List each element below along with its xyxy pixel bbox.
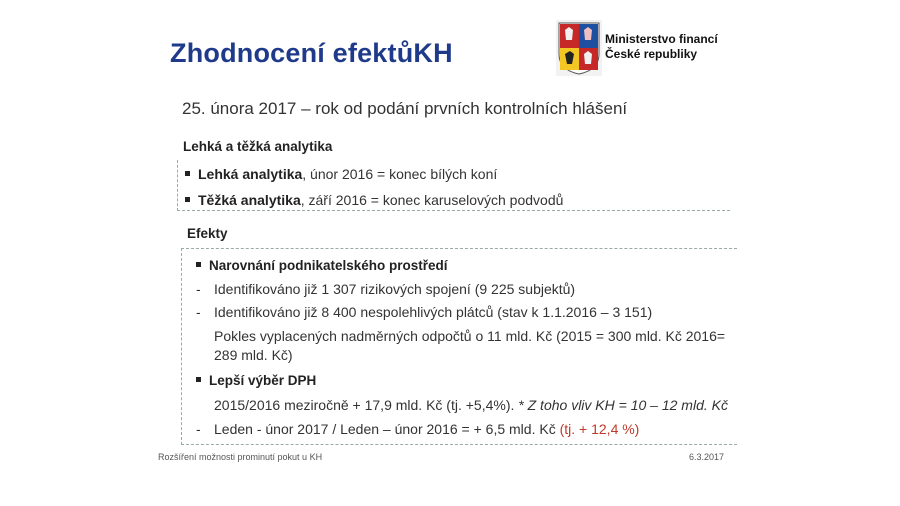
bullet-icon — [185, 197, 190, 202]
effects-dash-3 — [196, 421, 639, 437]
analytics-heading: Lehká a těžká analytika — [183, 139, 333, 154]
effects-para-2-text: 2015/2016 meziročně + 17,9 mld. Kč (tj. +5,4%). — [214, 397, 515, 413]
item-1-text: , únor 2016 = konec bílých koní — [302, 166, 498, 182]
logo-line-2: České republiky — [605, 47, 698, 61]
effects-dash-3-text: Leden - únor 2017 / Leden – únor 2016 = + 6,5 mld. Kč — [214, 421, 556, 437]
effects-para-2 — [214, 397, 728, 413]
footer-left: Rozšíření možnosti prominutí pokut u KH — [158, 452, 323, 462]
effects-dash-1 — [196, 281, 575, 297]
effects-dash-3-highlight: (tj. + 12,4 %) — [559, 421, 640, 437]
effects-para-1b: 289 mld. Kč) — [214, 347, 293, 363]
effects-para-1a: Pokles vyplacených nadměrných odpočtů o 11 mld. Kč (2015 = 300 mld. Kč 2016= — [214, 328, 726, 344]
item-2-text: , září 2016 = konec karuselových podvodů — [300, 192, 564, 208]
logo-line-1: Ministerstvo financí — [605, 32, 718, 46]
coat-of-arms-icon — [556, 20, 602, 76]
dash-icon: - — [196, 281, 201, 297]
analytics-item-2 — [185, 192, 563, 208]
bullet-icon — [196, 262, 201, 267]
bullet-icon — [196, 377, 201, 382]
dash-icon: - — [196, 421, 201, 437]
slide-title: Zhodnocení efektůKH — [170, 38, 453, 68]
ministry-logo — [556, 20, 756, 76]
effects-dash-2-text: Identifikováno již 8 400 nespolehlivých plátců (stav k 1.1.2016 – 3 151) — [214, 304, 653, 320]
effects-dash-2 — [196, 304, 652, 320]
effects-para-2-italic: * Z toho vliv KH = 10 – 12 mld. Kč — [514, 397, 728, 413]
effects-dash-1-text: Identifikováno již 1 307 rizikových spojení (9 225 subjektů) — [214, 281, 576, 297]
effects-bullet-2-text: Lepší výběr DPH — [209, 373, 317, 388]
item-1-bold: Lehká analytika — [198, 166, 303, 182]
slide-subtitle: 25. února 2017 – rok od podání prvních kontrolních hlášení — [182, 99, 628, 118]
effects-bullet-1 — [196, 258, 448, 273]
item-2-bold: Těžká analytika — [198, 192, 301, 208]
effects-bullet-2 — [196, 373, 316, 388]
footer-date: 6.3.2017 — [689, 452, 725, 462]
bullet-icon — [185, 171, 190, 176]
effects-heading: Efekty — [187, 226, 228, 241]
dash-icon: - — [196, 304, 201, 320]
effects-bullet-1-text: Narovnání podnikatelského prostředí — [209, 258, 448, 273]
analytics-item-1 — [185, 166, 497, 182]
